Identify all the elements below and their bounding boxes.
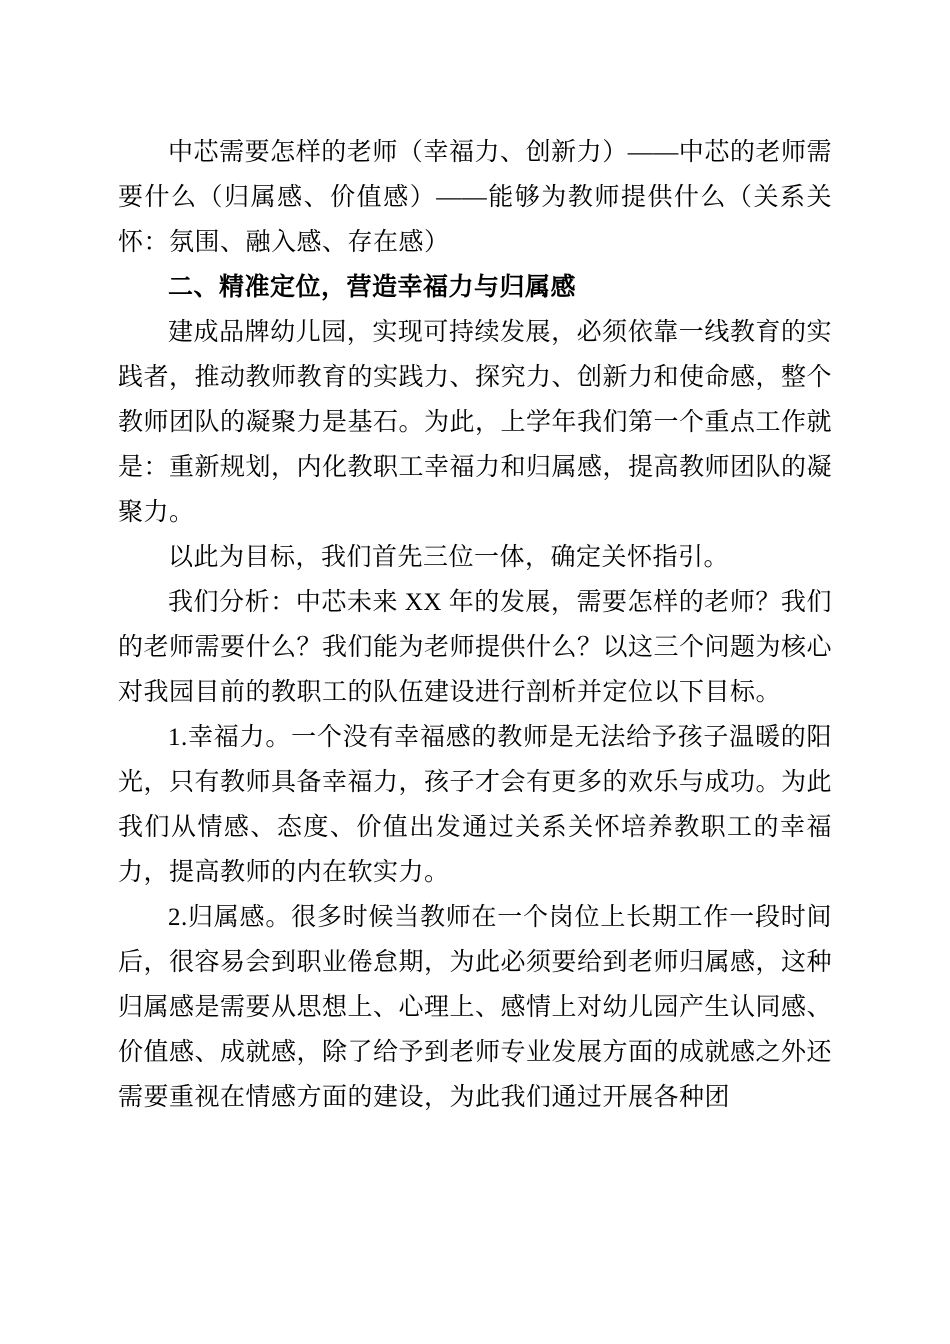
paragraph-happiness: 1.幸福力。一个没有幸福感的教师是无法给予孩子温暖的阳光，只有教师具备幸福力，孩子才会有更多的欢乐与成功。为此我们从情感、态度、价值出发通过关系关怀培养教职工的幸福力，提高教师的内在软实力。 bbox=[118, 724, 833, 886]
section-heading: 二、精准定位，营造幸福力与归属感 bbox=[168, 273, 577, 301]
paragraph-belonging: 2.归属感。很多时候当教师在一个岗位上长期工作一段时间后，很容易会到职业倦怠期，为此必须要给到老师归属感，这种归属感是需要从思想上、心理上、感情上对幼儿园产生认同感、价值感、成就感，除了给予到老师专业发展方面的成就感之外还需要重视在情感方面的建设，为此我们通过开展各种团 bbox=[118, 904, 833, 1111]
paragraph-brand-kindergarten: 建成品牌幼儿园，实现可持续发展，必须依靠一线教育的实践者，推动教师教育的实践力、探究力、创新力和使命感，整个教师团队的凝聚力是基石。为此，上学年我们第一个重点工作就是：重新规划，内化教职工幸福力和归属感，提高教师团队的凝聚力。 bbox=[118, 319, 833, 526]
paragraph-analysis: 我们分析：中芯未来 XX 年的发展，需要怎样的老师？我们的老师需要什么？我们能为老师提供什么？以这三个问题为核心对我园目前的教职工的队伍建设进行剖析并定位以下目标。 bbox=[118, 589, 833, 706]
document-body bbox=[118, 130, 832, 1120]
paragraph-intro: 中芯需要怎样的老师（幸福力、创新力）——中芯的老师需要什么（归属感、价值感）——能够为教师提供什么（关系关怀：氛围、融入感、存在感） bbox=[118, 139, 832, 256]
paragraph-goal: 以此为目标，我们首先三位一体，确定关怀指引。 bbox=[168, 544, 730, 571]
